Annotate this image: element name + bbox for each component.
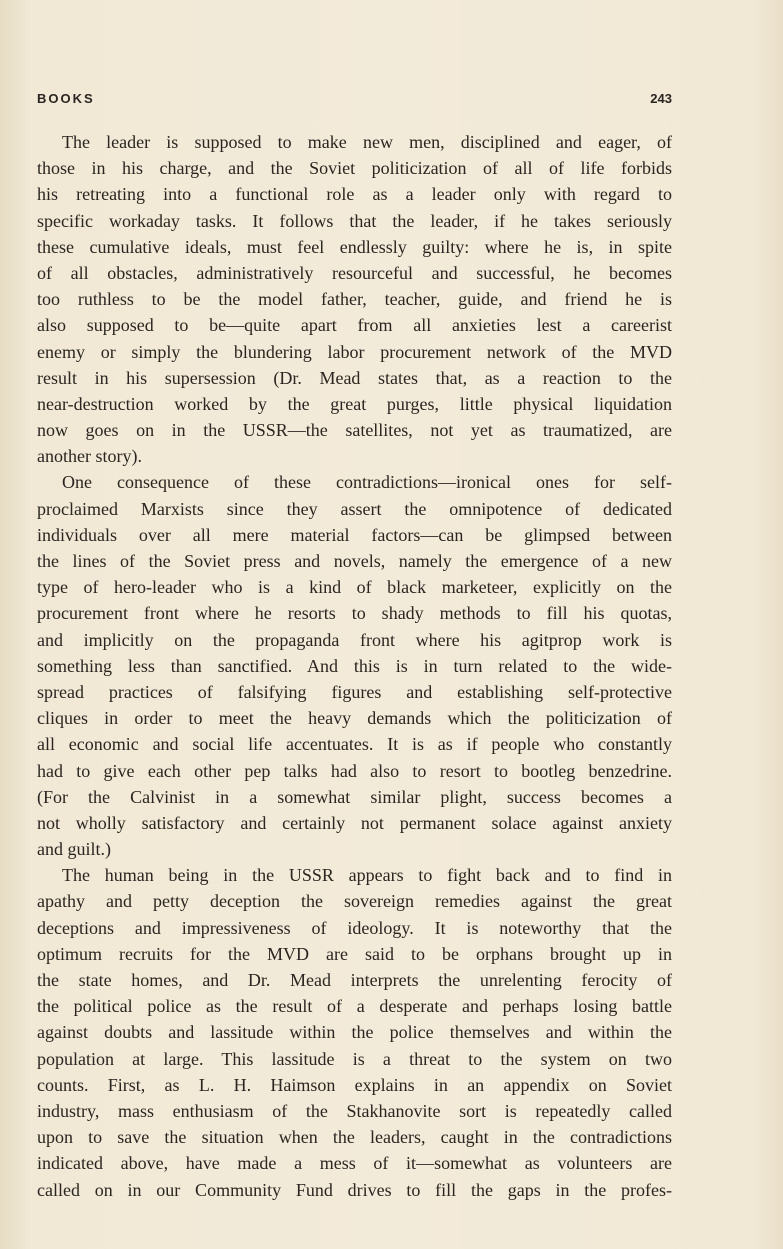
text-line: against doubts and lassitude within the police themselves and within the [37,1022,672,1043]
text-line: population at large. This lassitude is a threat to the system on two [37,1048,672,1069]
body-text [37,129,672,1203]
text-line: too ruthless to be the model father, teacher, guide, and friend he is [37,289,672,310]
text-line: those in his charge, and the Soviet politicization of all of life forbids [37,158,672,179]
text-line: and guilt.) [37,839,111,860]
text-line: optimum recruits for the MVD are said to be orphans brought up in [37,943,672,964]
text-line: his retreating into a functional role as a leader only with regard to [37,184,672,205]
text-line: near-destruction worked by the great purges, little physical liquidation [37,393,672,414]
running-head [37,91,672,111]
text-line: procurement front where he resorts to shady methods to fill his quotas, [37,603,672,624]
text-line: the lines of the Soviet press and novels, namely the emergence of a new [37,551,672,571]
text-line: not wholly satisfactory and certainly not permanent solace against anxiety [37,812,672,833]
text-line: apathy and petty deception the sovereign remedies against the great [37,891,672,912]
text-line: all economic and social life accentuates. It is as if people who constantly [37,734,672,755]
text-line: One consequence of these contradictions—ironical ones for self- [62,472,672,493]
text-line: indicated above, have made a mess of it—somewhat as volunteers are [37,1153,672,1174]
text-line: upon to save the situation when the leaders, caught in the contradictions [37,1127,672,1148]
text-line: had to give each other pep talks had also to resort to bootleg benzedrine. [37,760,672,781]
text-line: The human being in the USSR appears to fight back and to find in [62,865,672,886]
text-line: deceptions and impressiveness of ideology. It is noteworthy that the [37,917,672,938]
text-line: spread practices of falsifying figures and establishing self-protective [37,681,672,702]
text-line: the political police as the result of a desperate and perhaps losing battle [37,996,672,1017]
text-line: type of hero-leader who is a kind of black marketeer, explicitly on the [37,577,672,598]
text-line: and implicitly on the propaganda front where his agitprop work is [37,629,672,650]
text-line: specific workaday tasks. It follows that the leader, if he takes seriously [37,210,672,231]
text-line: another story). [37,446,142,467]
page-number: 243 [650,91,672,106]
text-line: enemy or simply the blundering labor procurement network of the MVD [37,341,672,362]
text-line: industry, mass enthusiasm of the Stakhanovite sort is repeatedly called [37,1100,672,1121]
text-line: result in his supersession (Dr. Mead states that, as a reaction to the [37,367,672,388]
text-line: also supposed to be—quite apart from all anxieties lest a careerist [37,315,672,336]
text-line: The leader is supposed to make new men, disciplined and eager, of [62,132,672,152]
text-line: called on in our Community Fund drives to fill the gaps in the profes- [37,1179,672,1200]
text-line: the state homes, and Dr. Mead interprets the unrelenting ferocity of [37,970,672,990]
text-line: now goes on in the USSR—the satellites, not yet as traumatized, are [37,420,672,441]
text-line: these cumulative ideals, must feel endlessly guilty: where he is, in spite [37,236,672,257]
text-line: (For the Calvinist in a somewhat similar plight, success becomes a [37,786,672,807]
text-line: something less than sanctified. And this is in turn related to the wide- [37,655,672,676]
text-line: of all obstacles, administratively resourceful and successful, he becomes [37,262,672,283]
section-title: BOOKS [37,91,95,106]
text-line: proclaimed Marxists since they assert the omnipotence of dedicated [37,498,672,519]
text-line: individuals over all mere material factors—can be glimpsed between [37,524,672,545]
text-line: cliques in order to meet the heavy demands which the politicization of [37,708,672,729]
text-line: counts. First, as L. H. Haimson explains in an appendix on Soviet [37,1074,672,1095]
